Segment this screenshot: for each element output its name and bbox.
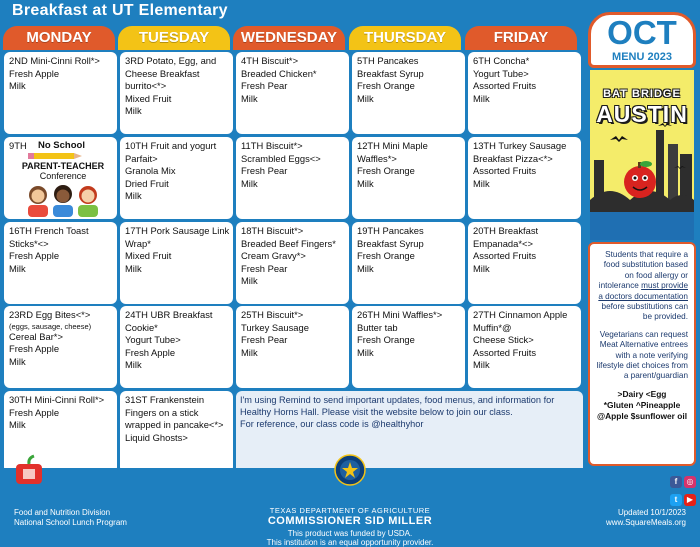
menu-line: Fresh Orange [357,334,415,346]
menu-line: 18TH Biscuit*> [241,225,304,236]
day-cell-oct-24 [120,306,233,388]
event-subtitle: Conference [39,171,87,181]
menu-line: Wrap* [125,237,151,249]
menu-line: Fresh Apple [125,346,176,358]
menu-line: Fresh Orange [357,80,415,92]
menu-line: Granola Mix [125,165,176,177]
menu-line: 11TH Biscuit*> [241,140,303,151]
menu-line: Milk [9,355,26,367]
menu-line: 31ST Frankenstein [125,394,205,405]
menu-line: Muffin*@ [473,321,512,333]
menu-line: Fingers on a stick [125,406,199,418]
allergen-legend-line: *Gluten ^Pineapple [603,399,681,410]
allergen-legend-line: >Dairy <Egg [617,388,667,399]
menu-line: Dried Fruit [125,177,169,189]
day-header-thursday: THURSDAY [349,26,461,50]
menu-line: wrapped in pancake<*> [125,419,224,431]
twitter-icon[interactable]: t [670,494,682,506]
menu-line: Milk [9,80,26,92]
menu-line: 2ND Mini-Cinni Roll*> [9,55,100,66]
menu-line: 25TH Biscuit*> [241,309,304,320]
menu-line: Milk [125,359,142,371]
menu-line: Assorted Fruits [473,165,537,177]
menu-line: Yogurt Tube> [473,67,529,79]
tda-credit: TEXAS DEPARTMENT OF AGRICULTURE COMMISSIONER SID MILLER This product was funded by USDA. This institution is an equal opportunity provider. [266,506,434,547]
menu-line: Butter tab [357,321,398,333]
menu-line: 20TH Breakfast [473,225,539,236]
day-cell-oct-5 [352,52,465,134]
day-cell-oct-4 [236,52,349,134]
menu-line: 5TH Pancakes [357,55,419,66]
side-panel [588,12,696,464]
menu-line: 17TH Pork Sausage Link [125,225,230,236]
updated-info: Updated 10/1/2023 www.SquareMeals.org [605,508,686,527]
menu-line: Milk [473,177,490,189]
notice-code-line: For reference, our class code is @healthyhor [240,418,424,429]
day-header-tuesday: TUESDAY [118,26,230,50]
menu-line: Milk [125,105,142,117]
menu-line: Fresh Apple [9,343,60,355]
no-school-label: No School [38,140,85,151]
menu-line: Yogurt Tube> [125,334,181,346]
apple-logo [14,456,44,486]
day-cell-oct-27 [468,306,581,388]
menu-line: Sticks*<> [9,237,49,249]
menu-line: 12TH Mini Maple [357,140,428,151]
menu-line: Milk [9,262,26,274]
menu-line: Milk [9,419,26,431]
day-cell-oct-19 [352,222,465,304]
menu-line: 27TH Cinnamon Apple [473,309,568,320]
menu-line: burrito<*> [125,80,167,92]
menu-line: Milk [125,262,142,274]
day-cell-oct-12 [352,137,465,219]
menu-line: Cookie* [125,321,158,333]
day-header-monday: MONDAY [3,26,115,50]
day-cell-oct-20 [468,222,581,304]
day-cell-oct-2 [4,52,117,134]
footer [0,468,700,547]
menu-line: Assorted Fruits [473,250,537,262]
substitution-note: Students that require a food substitution based on food allergy or intolerance must provide a doctors documentation before substitutions can be provided. [598,250,688,322]
youtube-icon[interactable]: ▶ [684,494,696,506]
event-title: PARENT-TEACHER [21,161,105,171]
menu-line: Milk [241,92,258,104]
menu-line: Liquid Ghosts> [125,431,188,443]
menu-line: Milk [473,359,490,371]
month-banner [588,12,696,68]
menu-line: Fresh Apple [9,250,60,262]
menu-line: Turkey Sausage [241,321,309,333]
menu-line: 4TH Biscuit*> [241,55,299,66]
page-title: Breakfast at UT Elementary [12,2,228,19]
menu-line: Cheese Stick> [473,334,534,346]
menu-line: Cereal Bar*> [9,330,63,342]
month-label: OCT [607,14,677,51]
menu-line: 19TH Pancakes [357,225,424,236]
menu-year-label: MENU 2023 [612,51,672,63]
day-cell-oct-25 [236,306,349,388]
menu-line: Fresh Pear [241,165,288,177]
bat-city-title: AUSTIN [596,101,688,127]
day-cell-oct-17 [120,222,233,304]
menu-line: Cheese Breakfast [125,67,200,79]
allergen-legend-line: @Apple $sunflower oil [596,410,688,421]
day-cell-oct-13 [468,137,581,219]
texas-seal [334,454,366,486]
menu-line: Milk [357,177,374,189]
menu-line: 3RD Potato, Egg, and [125,55,217,66]
squaremeals-link[interactable]: www.SquareMeals.org [605,518,686,527]
menu-line: Milk [241,346,258,358]
menu-calendar-grid [0,50,586,468]
menu-line: Milk [241,177,258,189]
menu-line: Assorted Fruits [473,346,537,358]
menu-line: Milk [357,346,374,358]
menu-line: Milk [241,275,258,287]
menu-line: Milk [125,190,142,202]
day-header-friday: FRIDAY [465,26,577,50]
menu-line: 6TH Concha* [473,55,530,66]
menu-line: 30TH Mini-Cinni Roll*> [9,394,105,405]
menu-line: 13TH Turkey Sausage [473,140,567,151]
facebook-icon[interactable]: f [670,476,682,488]
day-cell-oct-26 [352,306,465,388]
footer-division: Food and Nutrition Division National School Lunch Program [14,508,127,527]
menu-line: Assorted Fruits [473,80,537,92]
menu-line: Milk [473,92,490,104]
menu-line: Fresh Pear [241,262,288,274]
menu-line: Fresh Pear [241,80,288,92]
menu-line: Milk [357,92,374,104]
menu-line: 24TH UBR Breakfast [125,309,213,320]
menu-line: Fresh Pear [241,334,288,346]
bat-bridge-graphic [590,70,694,240]
menu-line: Breaded Beef Fingers* [241,237,336,249]
menu-line: Breaded Chicken* [241,67,317,79]
day-cell-oct-3 [120,52,233,134]
menu-line: Mixed Fruit [125,250,172,262]
instagram-icon[interactable]: ◎ [684,476,696,488]
day-cell-oct-10 [120,137,233,219]
day-cell-oct-9 [4,137,117,219]
day-headers [0,26,586,50]
day-cell-oct-11 [236,137,349,219]
day-cell-oct-6 [468,52,581,134]
day-header-wednesday: WEDNESDAY [233,26,345,50]
menu-line: Waffles*> [357,152,397,164]
vegetarian-note: Vegetarians can request Meat Alternative entrees with a note verifying lifestyle diet choices from a parent/guardian [596,329,688,381]
menu-line: Breakfast Syrup [357,67,424,79]
menu-line: Fresh Orange [357,250,415,262]
menu-line: Parfait> [125,152,158,164]
allergy-info-panel [588,242,696,466]
menu-line: 26TH Mini Waffles*> [357,309,443,320]
day-cell-oct-31 [120,391,233,473]
day-cell-oct-23 [4,306,117,388]
notice-text: I'm using Remind to send important updates, food menus, and information for Healthy Horns Hall. Please visit the website below to join our class. [240,395,555,417]
menu-line: Cream Gravy*> [241,250,306,262]
bat-bridge-title: BAT BRIDGE [603,88,681,100]
menu-line: 10TH Fruit and yogurt [125,140,217,151]
menu-line: Milk [473,262,490,274]
menu-line: Empanada*<> [473,237,533,249]
menu-line: Scrambled Eggs<> [241,152,321,164]
menu-line: Breakfast Syrup [357,237,424,249]
parent-teacher-conference-graphic [18,151,108,217]
menu-line: Fresh Orange [357,165,415,177]
menu-line: 9TH [9,140,27,151]
day-cell-oct-16 [4,222,117,304]
menu-line: Mixed Fruit [125,92,172,104]
menu-line: 23RD Egg Bites<*> [9,309,91,320]
menu-line: Breakfast Pizza<*> [473,152,553,164]
menu-line: 16TH French Toast [9,225,89,236]
menu-line: Fresh Apple [9,406,60,418]
menu-note: (eggs, sausage, cheese) [9,321,92,331]
menu-line: Fresh Apple [9,67,60,79]
day-cell-oct-18 [236,222,349,304]
menu-line: Milk [357,262,374,274]
